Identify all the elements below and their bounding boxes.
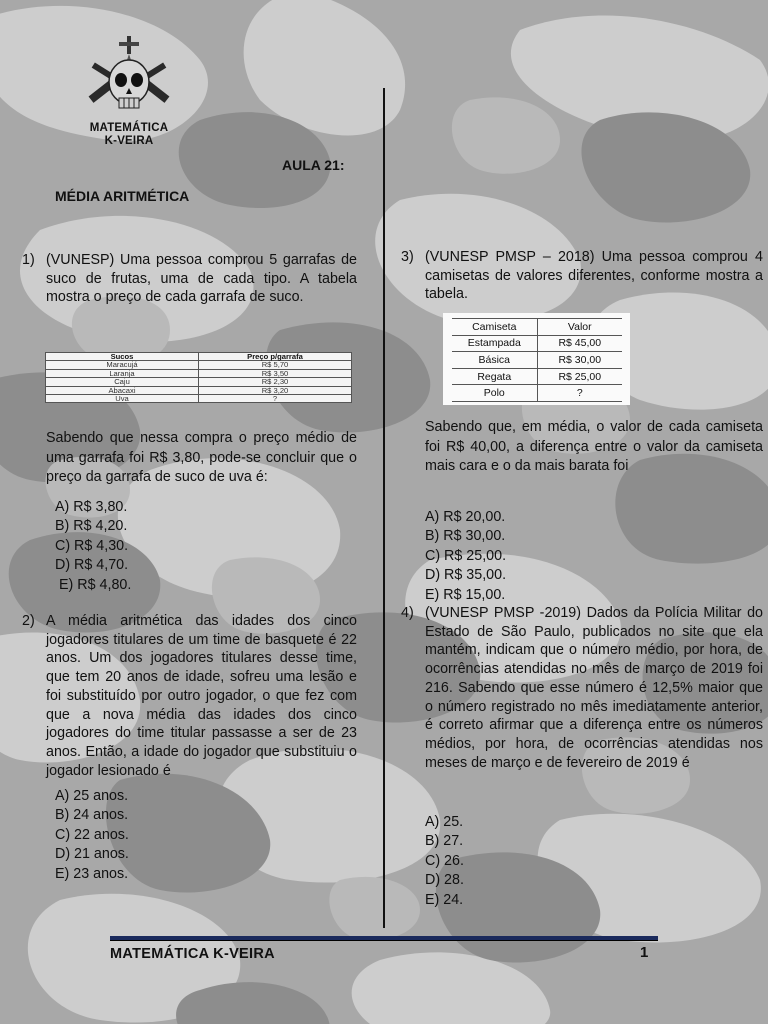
option-a[interactable]: A) 25 anos. [55,788,129,804]
table-cell: R$ 3,20 [199,386,352,394]
option-b[interactable]: B) 24 anos. [55,807,129,824]
table-header-row [452,319,622,336]
table-header: Valor [537,319,622,336]
question-2 [22,612,357,780]
option-c[interactable]: C) R$ 25,00. [425,547,507,564]
option-e[interactable]: E) R$ 15,00. [425,586,506,603]
table-cell: Básica [452,352,537,369]
question-4 [401,604,763,772]
table-cell: R$ 45,00 [537,335,622,352]
option-c[interactable]: C) R$ 4,30. [55,537,129,554]
table-row [46,361,352,369]
question-4-options [425,813,464,910]
logo-subtitle: K-VEIRA [104,135,154,147]
table-header: Sucos [46,353,199,361]
table-row [452,368,622,385]
table-row [46,369,352,377]
table-header: Preço p/garrafa [199,353,352,361]
table-row [452,352,622,369]
table-cell: R$ 5,70 [199,361,352,369]
table-cell: R$ 3,50 [199,369,352,377]
table-cell: R$ 2,30 [199,378,352,386]
table-cell: ? [199,395,352,403]
option-d[interactable]: D) R$ 4,70. [55,557,129,574]
question-number: 2) [22,613,35,629]
option-c[interactable]: C) 26. [425,852,464,869]
table-cell: Caju [46,378,199,386]
tshirt-table [452,318,622,402]
logo [70,36,188,156]
option-d[interactable]: D) 28. [425,872,464,889]
question-3-options [425,508,506,605]
table-cell: Uva [46,395,199,403]
question-3-prompt: Sabendo que, em média, o valor de cada camiseta foi R$ 40,00, a diferença entre o valor da camiseta mais cara e o da mais barata foi [425,419,763,475]
juice-price-table [45,352,352,403]
logo-title: MATEMÁTICA [89,122,169,134]
option-e[interactable]: E) 24. [425,891,464,908]
option-a[interactable]: A) 25. [425,814,464,830]
topic-title: MÉDIA ARITMÉTICA [55,188,190,204]
table-cell: Polo [452,385,537,402]
skull-crossed-guns-icon [81,36,177,122]
question-1-options [55,498,131,595]
table-cell: R$ 30,00 [537,352,622,369]
option-b[interactable]: B) 27. [425,833,464,850]
table-row [452,385,622,402]
option-b[interactable]: B) R$ 4,20. [55,518,128,535]
question-text: (VUNESP PMSP -2019) Dados da Polícia Militar do Estado de São Paulo, publicados no site que ela mantém, indicam que o número médio, por hora, de ocorrências atendidas no mês de março de 2019 foi 216. Sabendo que esse número é 12,5% maior que o número registrado no mês imediatamente anterior, é correto afirmar que a diferença entre os números médios, por hora, de ocorrências atendidas nos meses de março e de fevereiro de 2019 é [425,605,763,771]
table-cell: Estampada [452,335,537,352]
option-d[interactable]: D) R$ 35,00. [425,567,507,584]
question-number: 3) [401,249,414,265]
footer-title: MATEMÁTICA K-VEIRA [110,946,275,962]
question-number: 4) [401,605,414,621]
question-text: A média aritmética das idades dos cinco jogadores titulares de um time de basquete é 22 anos. Um dos jogadores titulares desse time, que tem 20 anos de idade, sofreu uma lesão e foi substituído por outro jogador, o que fez com que a nova média das idades dos cinco jogadores do time titular passasse a ser de 23 anos. Então, a idade do jogador que substituiu o jogador lesionado é [46,613,357,779]
table-row [46,378,352,386]
option-b[interactable]: B) R$ 30,00. [425,528,506,545]
column-divider [383,88,385,928]
table-row [452,335,622,352]
tshirt-price-table [443,313,630,405]
lesson-label: AULA 21: [282,157,345,173]
question-text: (VUNESP PMSP – 2018) Uma pessoa comprou 4 camisetas de valores diferentes, conforme mostra a tabela. [425,249,763,303]
table-cell: R$ 25,00 [537,368,622,385]
page-number: 1 [640,944,649,961]
option-c[interactable]: C) 22 anos. [55,826,129,843]
footer-rule [110,936,658,940]
question-text: (VUNESP) Uma pessoa comprou 5 garrafas de suco de frutas, uma de cada tipo. A tabela mostra o preço de cada garrafa de suco. [46,252,357,306]
option-e[interactable]: E) 23 anos. [55,865,129,882]
option-d[interactable]: D) 21 anos. [55,846,129,863]
table-header: Camiseta [452,319,537,336]
table-cell: Laranja [46,369,199,377]
question-2-options [55,787,129,884]
table-row [46,395,352,403]
table-cell: Regata [452,368,537,385]
option-a[interactable]: A) R$ 20,00. [425,509,506,525]
table-row [46,386,352,394]
question-1 [22,251,357,307]
question-3 [401,248,763,304]
table-header-row [46,353,352,361]
table-cell: ? [537,385,622,402]
question-1-prompt: Sabendo que nessa compra o preço médio de uma garrafa foi R$ 3,80, pode-se concluir que o preço da garrafa de suco de uva é: [46,430,357,486]
question-number: 1) [22,252,35,268]
option-e[interactable]: E) R$ 4,80. [59,576,132,593]
table-cell: Abacaxi [46,386,199,394]
table-cell: Maracujá [46,361,199,369]
option-a[interactable]: A) R$ 3,80. [55,499,128,515]
